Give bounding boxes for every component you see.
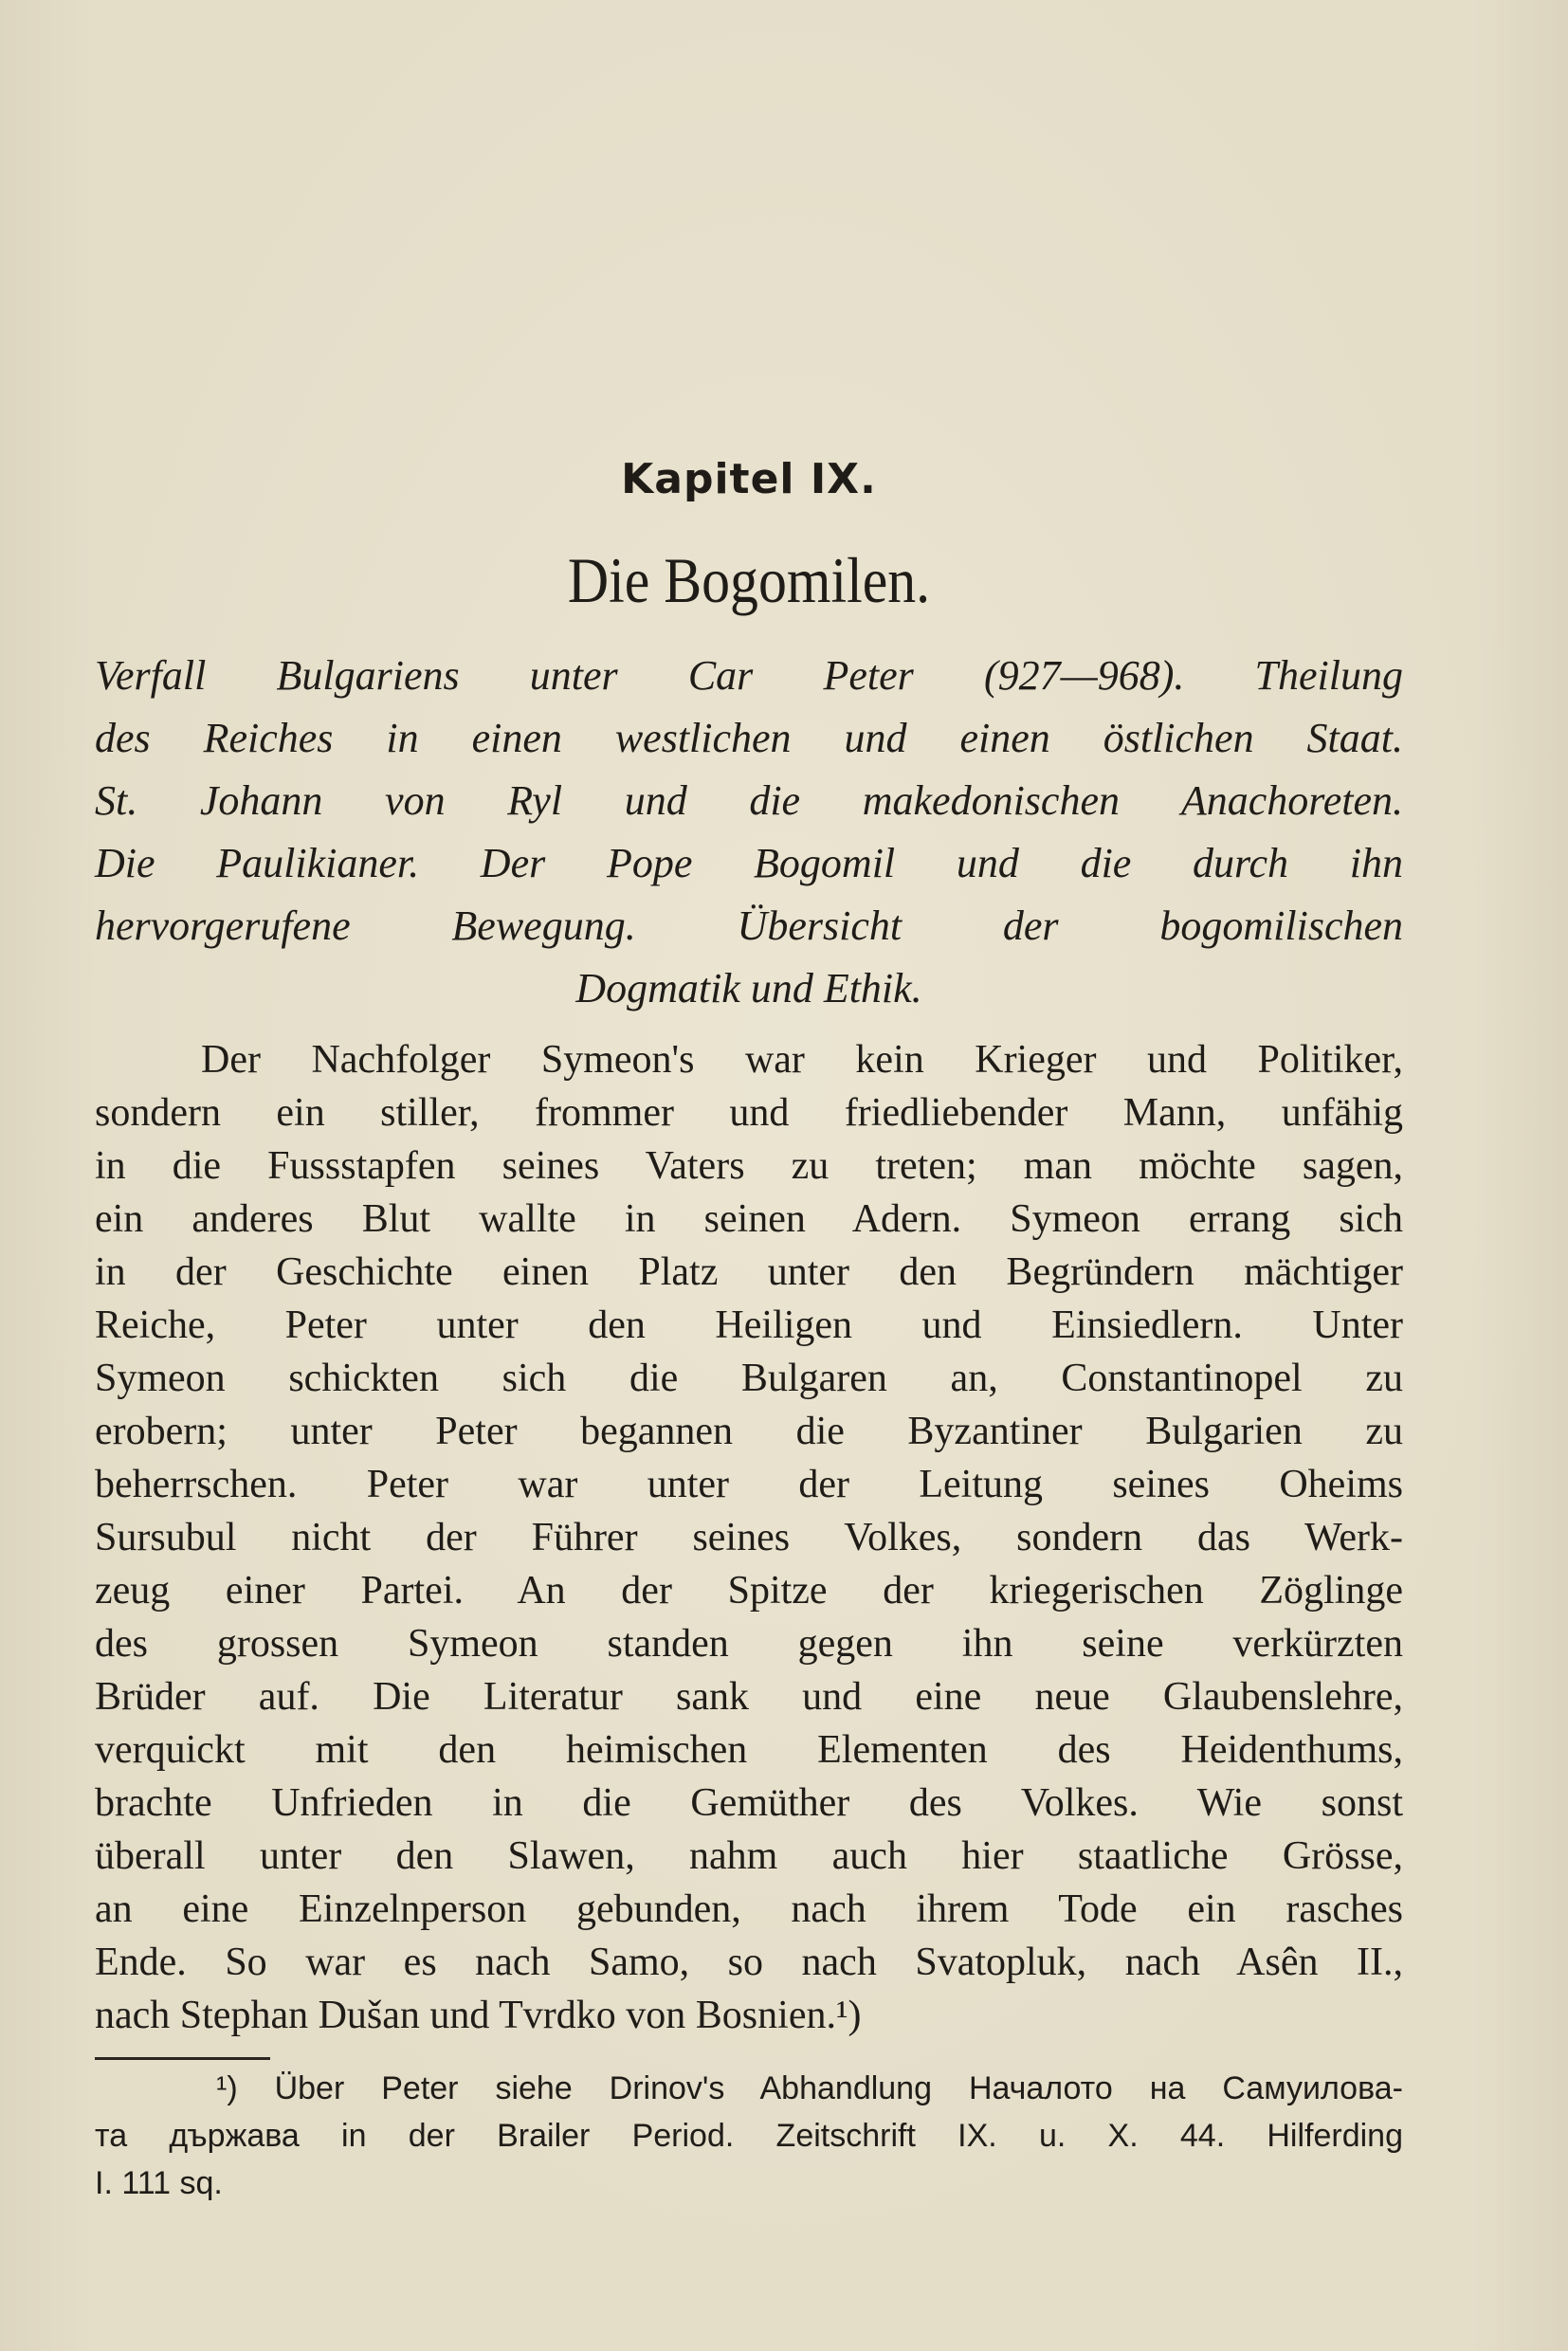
footnote-divider — [95, 2057, 270, 2060]
chapter-summary — [95, 645, 1403, 1020]
body-line: sondern ein stiller, frommer und friedliebender Mann, unfähig — [95, 1091, 1403, 1135]
body-line: beherrschen. Peter war unter der Leitung seines Oheims — [95, 1463, 1403, 1506]
body-line: Reiche, Peter unter den Heiligen und Einsiedlern. Unter — [95, 1303, 1403, 1347]
body-line: in die Fussstapfen seines Vaters zu treten; man möchte sagen, — [95, 1144, 1403, 1188]
book-page — [95, 0, 1403, 2351]
summary-line: des Reiches in einen westlichen und einen östlichen Staat. — [95, 715, 1403, 761]
body-line: Ende. So war es nach Samo, so nach Svatopluk, nach Asên II., — [95, 1941, 1403, 1984]
body-line: ein anderes Blut wallte in seinen Adern. Symeon errang sich — [95, 1197, 1403, 1241]
summary-line: Die Paulikianer. Der Pope Bogomil und die durch ihn — [95, 840, 1403, 886]
footnote-line: ¹) Über Peter siehe Drinov's Abhandlung Началото на Самуилова- — [216, 2070, 1403, 2106]
chapter-label: Kapitel IX. — [621, 455, 877, 503]
body-line: Brüder auf. Die Literatur sank und eine neue Glaubenslehre, — [95, 1675, 1403, 1719]
body-line: des grossen Symeon standen gegen ihn seine verkürzten — [95, 1622, 1403, 1666]
body-line: an eine Einzelnperson gebunden, nach ihrem Tode ein rasches — [95, 1887, 1403, 1931]
footnote-line: I. 111 sq. — [95, 2165, 223, 2201]
body-line: brachte Unfrieden in die Gemüther des Volkes. Wie sonst — [95, 1781, 1403, 1825]
body-line: zeug einer Partei. An der Spitze der kriegerischen Zöglinge — [95, 1569, 1403, 1613]
body-line: überall unter den Slawen, nahm auch hier staatliche Grösse, — [95, 1834, 1403, 1878]
chapter-title: Die Bogomilen. — [567, 544, 931, 616]
body-line: in der Geschichte einen Platz unter den Begründern mächtiger — [95, 1250, 1403, 1294]
summary-line: Dogmatik und Ethik. — [575, 965, 922, 1011]
body-paragraph — [95, 1033, 1403, 2042]
body-line: Sursubul nicht der Führer seines Volkes, sondern das Werk- — [95, 1516, 1403, 1559]
footnote — [95, 2065, 1403, 2207]
body-line: erobern; unter Peter begannen die Byzantiner Bulgarien zu — [95, 1410, 1403, 1453]
summary-line: hervorgerufene Bewegung. Übersicht der bogomilischen — [95, 902, 1403, 949]
body-line: Der Nachfolger Symeon's war kein Krieger und Politiker, — [201, 1038, 1403, 1082]
body-line: nach Stephan Dušan und Tvrdko von Bosnien.¹) — [95, 1994, 862, 2037]
summary-line: Verfall Bulgariens unter Car Peter (927—968). Theilung — [95, 652, 1403, 699]
summary-line: St. Johann von Ryl und die makedonischen Anachoreten. — [95, 777, 1403, 824]
footnote-line: та държава in der Brailer Period. Zeitschrift IX. u. X. 44. Hilferding — [95, 2118, 1403, 2154]
body-line: verquickt mit den heimischen Elementen des Heidenthums, — [95, 1728, 1403, 1772]
body-line: Symeon schickten sich die Bulgaren an, Constantinopel zu — [95, 1357, 1403, 1400]
